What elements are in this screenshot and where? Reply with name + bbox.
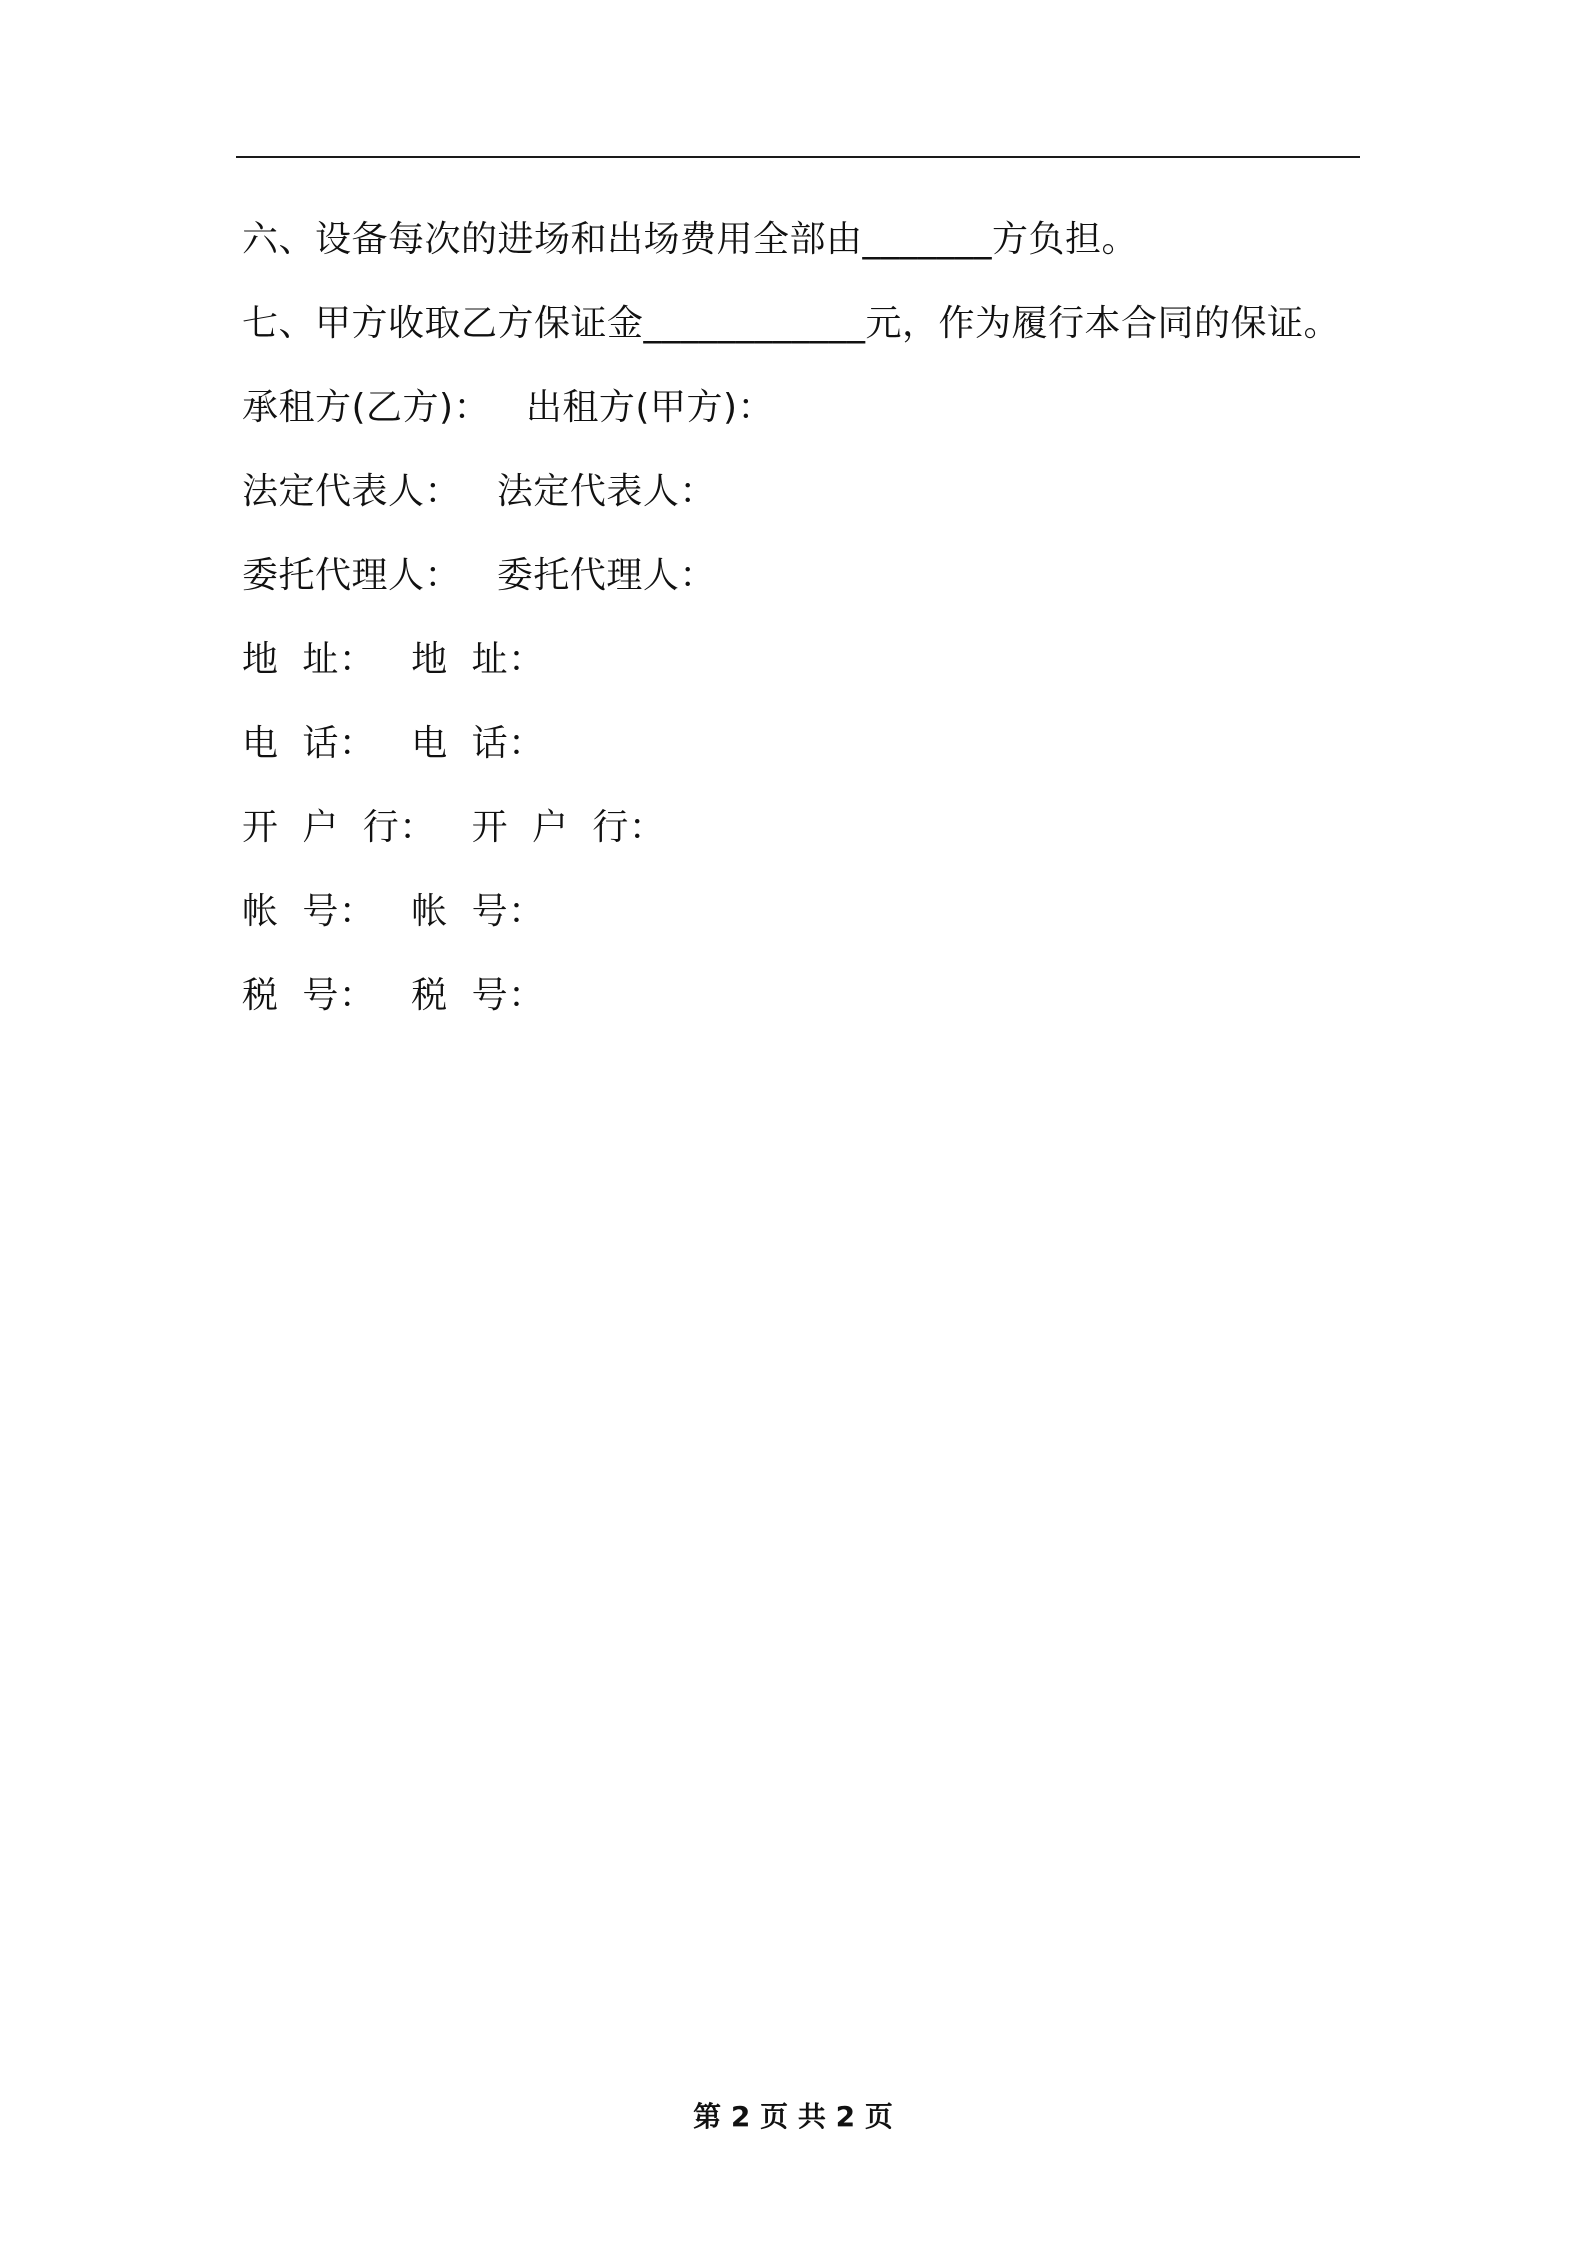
signature-parties: 承租方(乙方)： 出租方(甲方)： bbox=[242, 387, 775, 428]
signature-tax-id: 税 号： 税 号： bbox=[242, 975, 545, 1016]
clause-six: 六、设备每次的进场和出场费用全部由_______方负担。 bbox=[242, 219, 1139, 260]
header-rule bbox=[236, 156, 1360, 158]
signature-account: 帐 号： 帐 号： bbox=[242, 891, 545, 932]
clause-seven: 七、甲方收取乙方保证金____________元，作为履行本合同的保证。 bbox=[242, 303, 1341, 344]
signature-agent: 委托代理人： 委托代理人： bbox=[242, 555, 716, 596]
signature-address: 地 址： 地 址： bbox=[242, 639, 545, 680]
page-number: 第 2 页 共 2 页 bbox=[693, 2100, 893, 2133]
signature-bank: 开 户 行： 开 户 行： bbox=[242, 807, 666, 848]
signature-phone: 电 话： 电 话： bbox=[242, 723, 545, 764]
signature-legal-rep: 法定代表人： 法定代表人： bbox=[242, 471, 716, 512]
document-body bbox=[242, 198, 1362, 1038]
